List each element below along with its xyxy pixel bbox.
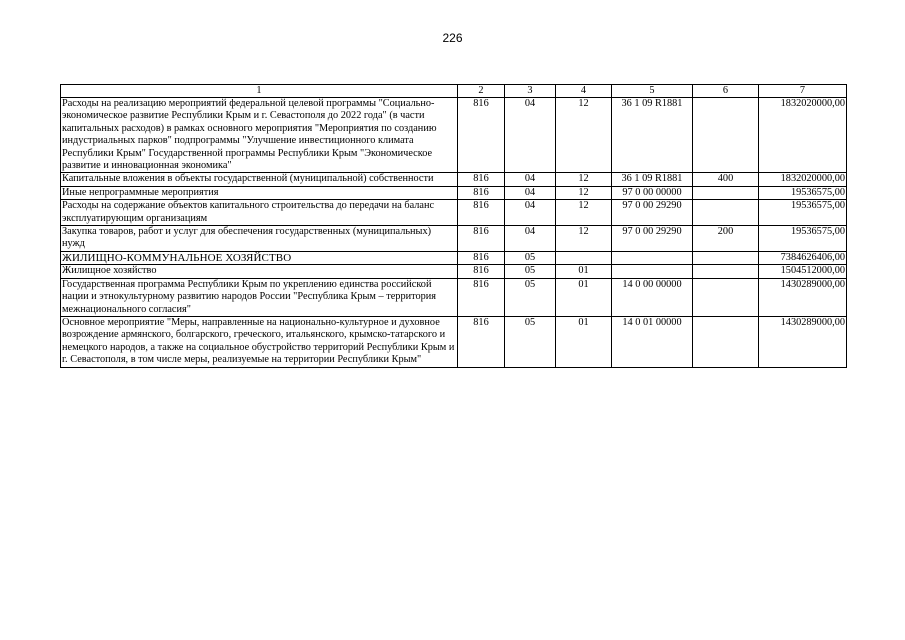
table-row (61, 200, 847, 226)
cell-amount: 1832020000,00 (759, 173, 847, 186)
cell-amount: 19536575,00 (759, 186, 847, 199)
table-row (61, 316, 847, 367)
row-description: Иные непрограммные мероприятия (61, 186, 458, 199)
table-row (61, 173, 847, 186)
table-row (61, 251, 847, 264)
cell-col-6 (693, 278, 759, 316)
cell-col-4 (556, 251, 612, 264)
column-header-3: 3 (505, 85, 556, 98)
column-header-7: 7 (759, 85, 847, 98)
cell-col-5: 14 0 01 00000 (612, 316, 693, 367)
cell-col-2: 816 (458, 278, 505, 316)
cell-col-5: 97 0 00 29290 (612, 226, 693, 252)
cell-col-6: 200 (693, 226, 759, 252)
cell-col-6 (693, 316, 759, 367)
cell-col-3: 05 (505, 316, 556, 367)
table-header-row (61, 85, 847, 98)
row-description: ЖИЛИЩНО-КОММУНАЛЬНОЕ ХОЗЯЙСТВО (61, 251, 458, 264)
cell-amount: 1430289000,00 (759, 316, 847, 367)
row-description: Капитальные вложения в объекты государственной (муниципальной) собственности (61, 173, 458, 186)
cell-col-2: 816 (458, 98, 505, 173)
cell-col-2: 816 (458, 226, 505, 252)
cell-col-6: 400 (693, 173, 759, 186)
cell-col-3: 05 (505, 251, 556, 264)
column-header-6: 6 (693, 85, 759, 98)
cell-col-3: 04 (505, 200, 556, 226)
table-row (61, 186, 847, 199)
cell-col-4: 01 (556, 265, 612, 278)
cell-col-4: 01 (556, 316, 612, 367)
cell-col-5 (612, 265, 693, 278)
cell-col-5: 97 0 00 00000 (612, 186, 693, 199)
cell-col-4: 01 (556, 278, 612, 316)
cell-col-4: 12 (556, 186, 612, 199)
cell-col-3: 04 (505, 226, 556, 252)
cell-col-2: 816 (458, 316, 505, 367)
column-header-5: 5 (612, 85, 693, 98)
row-description: Основное мероприятие "Меры, направленные на национально-культурное и духовное возрождение армянского, болгарского, греческого, итальянского, крымско-татарского и немецкого народов, а также на социальное обустройство территорий Республики Крым и г. Севастополя, в том числе меры, реализуемые на территории Республики Крым" (61, 316, 458, 367)
cell-amount: 19536575,00 (759, 226, 847, 252)
table-row (61, 278, 847, 316)
cell-col-6 (693, 265, 759, 278)
cell-amount: 1832020000,00 (759, 98, 847, 173)
row-description: Закупка товаров, работ и услуг для обеспечения государственных (муниципальных) нужд (61, 226, 458, 252)
cell-col-3: 04 (505, 173, 556, 186)
column-header-1: 1 (61, 85, 458, 98)
cell-col-5: 14 0 00 00000 (612, 278, 693, 316)
row-description: Расходы на реализацию мероприятий федеральной целевой программы "Социально-экономическое развитие Республики Крым и г. Севастополя до 2022 года" (в части капитальных расходов) в рамках основного мероприятия "Мероприятия по созданию индустриальных парков" подпрограммы "Улучшение инвестиционного климата Республики Крым" Государственной программы Республики Крым "Экономическое развитие и инновационная экономика" (61, 98, 458, 173)
cell-col-3: 04 (505, 186, 556, 199)
cell-amount: 19536575,00 (759, 200, 847, 226)
row-description: Государственная программа Республики Крым по укреплению единства российской нации и этнокультурному развитию народов России "Республика Крым – территория межнационального согласия" (61, 278, 458, 316)
table-row (61, 265, 847, 278)
column-header-4: 4 (556, 85, 612, 98)
cell-col-3: 05 (505, 265, 556, 278)
budget-table (60, 84, 847, 368)
table-row (61, 226, 847, 252)
row-description: Расходы на содержание объектов капитального строительства до передачи на баланс эксплуатирующим организациям (61, 200, 458, 226)
cell-col-6 (693, 98, 759, 173)
cell-col-2: 816 (458, 251, 505, 264)
cell-col-3: 04 (505, 98, 556, 173)
cell-col-5: 36 1 09 R1881 (612, 173, 693, 186)
table-row (61, 98, 847, 173)
cell-col-2: 816 (458, 173, 505, 186)
cell-col-4: 12 (556, 200, 612, 226)
cell-col-5: 97 0 00 29290 (612, 200, 693, 226)
cell-amount: 1430289000,00 (759, 278, 847, 316)
cell-col-2: 816 (458, 265, 505, 278)
cell-col-6 (693, 186, 759, 199)
cell-col-2: 816 (458, 200, 505, 226)
page-number: 226 (442, 31, 463, 45)
cell-col-5 (612, 251, 693, 264)
cell-col-4: 12 (556, 173, 612, 186)
cell-col-4: 12 (556, 226, 612, 252)
cell-amount: 7384626406,00 (759, 251, 847, 264)
cell-amount: 1504512000,00 (759, 265, 847, 278)
column-header-2: 2 (458, 85, 505, 98)
cell-col-4: 12 (556, 98, 612, 173)
cell-col-3: 05 (505, 278, 556, 316)
cell-col-2: 816 (458, 186, 505, 199)
cell-col-5: 36 1 09 R1881 (612, 98, 693, 173)
cell-col-6 (693, 251, 759, 264)
row-description: Жилищное хозяйство (61, 265, 458, 278)
cell-col-6 (693, 200, 759, 226)
